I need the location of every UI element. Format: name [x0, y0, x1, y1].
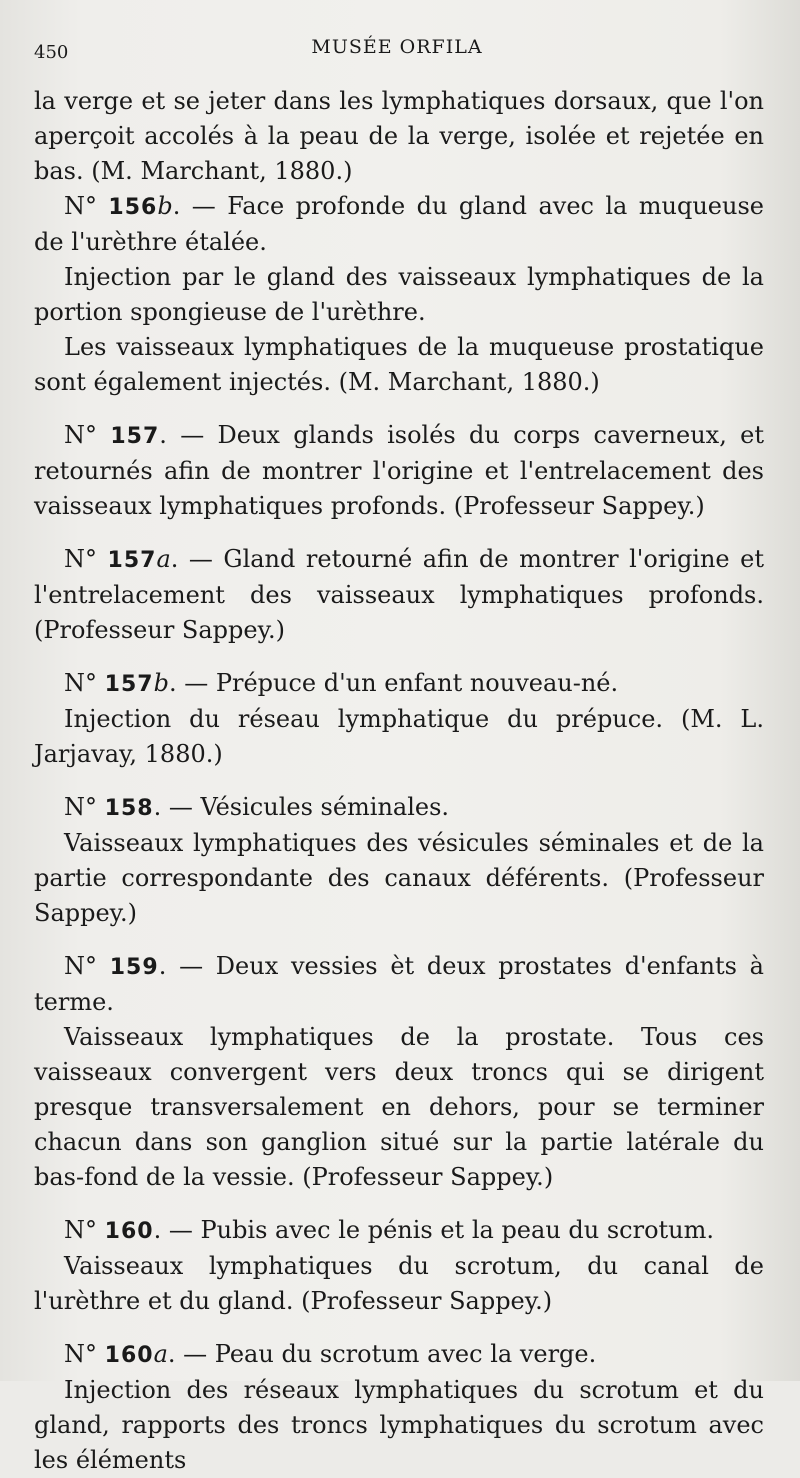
entry-description: Vaisseaux lymphatiques du scrotum, du canal de l'urèthre et du gland. (Professeur Sappey.) [34, 1252, 764, 1315]
entry-title: . — Gland retourné afin de montrer l'origine et l'entrelacement des vaisseaux lymphatiques profonds. (Professeur Sappey.) [34, 545, 764, 644]
entry-description: Injection par le gland des vaisseaux lymphatiques de la portion spongieuse de l'urèthre. [34, 263, 764, 326]
entry-title: . — Prépuce d'un enfant nouveau-né. [168, 669, 619, 697]
entry-prefix: N° [64, 1340, 97, 1368]
entry-prefix: N° [64, 669, 97, 697]
entry-heading [34, 790, 764, 826]
entry-heading [34, 542, 764, 648]
entry-suffix: a [156, 545, 171, 573]
entry-heading [34, 418, 764, 524]
page-number: 450 [34, 42, 69, 63]
entry-number: 159 [109, 955, 159, 980]
entry-number: 158 [104, 796, 154, 821]
entry-heading [34, 1337, 764, 1373]
entry-title: . — Deux glands isolés du corps caverneux, et retournés afin de montrer l'origine et l'entrelacement des vaisseaux lymphatiques profonds. (Professeur Sappey.) [34, 421, 764, 520]
entry-heading [34, 189, 764, 260]
entry-number: 157 [107, 548, 157, 573]
catalog-entry [34, 418, 764, 524]
entry-prefix: N° [64, 1216, 97, 1244]
entry-number: 160 [104, 1219, 154, 1244]
page-header [34, 36, 760, 63]
entry-heading [34, 666, 764, 702]
entry-description: Les vaisseaux lymphatiques de la muqueuse prostatique sont également injectés. (M. Marchant, 1880.) [34, 333, 764, 396]
entry-number: 157 [110, 424, 160, 449]
entry-heading [34, 949, 764, 1020]
entry-prefix: N° [64, 192, 97, 220]
catalog-entry [34, 790, 764, 931]
running-title: MUSÉE ORFILA [311, 36, 483, 58]
entry-title: . — Face profonde du gland avec la muqueuse de l'urèthre étalée. [34, 192, 764, 256]
entry-prefix: N° [64, 421, 97, 449]
entry-heading [34, 1213, 764, 1249]
catalog-entry [34, 542, 764, 648]
entry-title: . — Vésicules séminales. [153, 793, 450, 821]
entry-prefix: N° [64, 545, 97, 573]
catalog-entry [34, 1213, 764, 1319]
entry-description: Injection des réseaux lymphatiques du scrotum et du gland, rapports des troncs lymphatiques du scrotum avec les éléments [34, 1376, 764, 1474]
catalog-entry [34, 949, 764, 1195]
entry-description: Vaisseaux lymphatiques de la prostate. Tous ces vaisseaux convergent vers deux troncs qui se dirigent presque transversalement en dehors, pour se terminer chacun dans son ganglion situé sur la partie latérale du bas-fond de la vessie. (Professeur Sappey.) [34, 1023, 764, 1191]
entry-title: . — Deux vessies èt deux prostates d'enfants à terme. [34, 952, 764, 1016]
entry-suffix: a [153, 1340, 168, 1368]
continuation-paragraph: la verge et se jeter dans les lymphatiques dorsaux, que l'on aperçoit accolés à la peau de la verge, isolée et rejetée en bas. (M. Marchant, 1880.) [34, 87, 764, 185]
catalog-entry [34, 666, 764, 772]
catalog-entries [34, 189, 764, 1478]
catalog-entry [34, 1337, 764, 1478]
entry-prefix: N° [64, 793, 97, 821]
page-body [34, 84, 764, 1478]
entry-title: . — Peau du scrotum avec la verge. [167, 1340, 597, 1368]
entry-suffix: b [153, 669, 169, 697]
entry-title: . — Pubis avec le pénis et la peau du scrotum. [153, 1216, 715, 1244]
entry-description: Vaisseaux lymphatiques des vésicules séminales et de la partie correspondante des canaux déférents. (Professeur Sappey.) [34, 829, 764, 927]
entry-number: 160 [104, 1343, 154, 1368]
catalog-entry [34, 189, 764, 400]
entry-description: Injection du réseau lymphatique du prépuce. (M. L. Jarjavay, 1880.) [34, 705, 764, 768]
entry-number: 157 [104, 672, 154, 697]
entry-prefix: N° [64, 952, 97, 980]
entry-number: 156 [108, 195, 158, 220]
entry-suffix: b [157, 192, 173, 220]
